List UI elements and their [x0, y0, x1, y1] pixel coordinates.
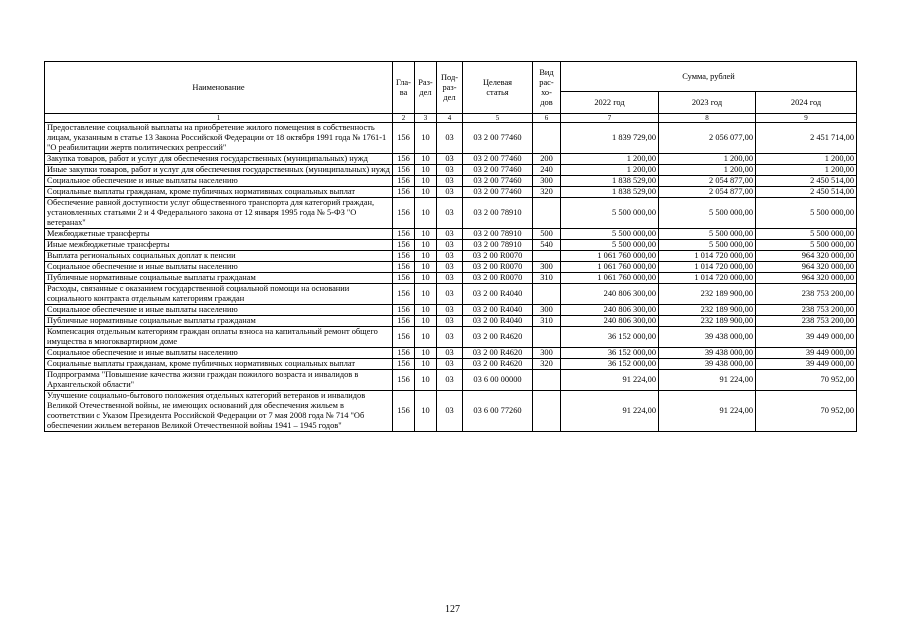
row-article: 03 2 00 R0070 [463, 262, 533, 273]
row-2023: 5 500 000,00 [659, 229, 756, 240]
row-podrazdel: 03 [437, 262, 463, 273]
row-2023: 1 200,00 [659, 154, 756, 165]
column-number-row [45, 114, 857, 123]
table-row [45, 359, 857, 370]
row-razdel: 10 [415, 187, 437, 198]
row-vid: 310 [533, 273, 561, 284]
row-2022: 5 500 000,00 [561, 240, 659, 251]
table-row [45, 305, 857, 316]
header-2022: 2022 год [561, 92, 659, 114]
row-name: Иные межбюджетные трансферты [45, 240, 393, 251]
header-razdel: Раз- дел [415, 62, 437, 114]
row-2024: 1 200,00 [756, 154, 857, 165]
row-2022: 240 806 300,00 [561, 284, 659, 305]
row-2024: 70 952,00 [756, 391, 857, 432]
row-article: 03 2 00 77460 [463, 176, 533, 187]
row-vid [533, 327, 561, 348]
row-2023: 1 200,00 [659, 165, 756, 176]
page-number: 127 [445, 604, 460, 615]
row-2023: 39 438 000,00 [659, 327, 756, 348]
row-glava: 156 [393, 348, 415, 359]
row-name: Подпрограмма "Повышение качества жизни граждан пожилого возраста и инвалидов в Архангельской области" [45, 370, 393, 391]
table-row [45, 165, 857, 176]
row-vid: 320 [533, 359, 561, 370]
column-number: 9 [756, 114, 857, 123]
row-vid [533, 391, 561, 432]
row-podrazdel: 03 [437, 229, 463, 240]
row-razdel: 10 [415, 284, 437, 305]
row-name: Социальное обеспечение и иные выплаты населению [45, 262, 393, 273]
row-vid: 240 [533, 165, 561, 176]
table-row [45, 370, 857, 391]
row-article: 03 2 00 77460 [463, 165, 533, 176]
row-name: Предоставление социальной выплаты на приобретение жилого помещения в собственность лицам, указанным в статье 13 Закона Российской Федерации от 18 октября 1991 года № 1761-1 "О реабилитации жертв политических репрессий" [45, 123, 393, 154]
row-2022: 1 839 729,00 [561, 123, 659, 154]
row-razdel: 10 [415, 154, 437, 165]
row-vid: 300 [533, 305, 561, 316]
header-glava: Гла- ва [393, 62, 415, 114]
row-article: 03 2 00 77460 [463, 123, 533, 154]
column-number: 1 [45, 114, 393, 123]
row-glava: 156 [393, 284, 415, 305]
row-2022: 5 500 000,00 [561, 229, 659, 240]
row-razdel: 10 [415, 198, 437, 229]
row-2023: 232 189 900,00 [659, 305, 756, 316]
row-2024: 2 450 514,00 [756, 176, 857, 187]
row-glava: 156 [393, 154, 415, 165]
row-2024: 964 320 000,00 [756, 273, 857, 284]
row-article: 03 2 00 78910 [463, 240, 533, 251]
row-article: 03 2 00 R4620 [463, 359, 533, 370]
row-name: Межбюджетные трансферты [45, 229, 393, 240]
row-vid: 310 [533, 316, 561, 327]
row-razdel: 10 [415, 123, 437, 154]
row-razdel: 10 [415, 229, 437, 240]
row-razdel: 10 [415, 262, 437, 273]
row-podrazdel: 03 [437, 187, 463, 198]
row-2022: 36 152 000,00 [561, 348, 659, 359]
row-name: Расходы, связанные с оказанием государственной социальной помощи на основании социального контракта отдельным категориям граждан [45, 284, 393, 305]
row-2022: 36 152 000,00 [561, 327, 659, 348]
row-podrazdel: 03 [437, 251, 463, 262]
row-vid [533, 251, 561, 262]
row-razdel: 10 [415, 316, 437, 327]
row-2023: 2 054 877,00 [659, 187, 756, 198]
row-glava: 156 [393, 240, 415, 251]
row-razdel: 10 [415, 176, 437, 187]
row-2024: 39 449 000,00 [756, 327, 857, 348]
row-vid: 200 [533, 154, 561, 165]
table-row [45, 229, 857, 240]
column-number: 6 [533, 114, 561, 123]
row-vid: 500 [533, 229, 561, 240]
row-name: Социальные выплаты гражданам, кроме публичных нормативных социальных выплат [45, 359, 393, 370]
row-2024: 238 753 200,00 [756, 305, 857, 316]
row-glava: 156 [393, 176, 415, 187]
row-name: Улучшение социально-бытового положения отдельных категорий ветеранов и инвалидов Великой Отечественной войны, не имеющих оснований для обеспечения жильем в соответствии с Указом Президента Российской Федерации от 7 мая 2008 года № 714 "Об обеспечении жильем ветеранов Великой Отечественной войны 1941 – 1945 годов" [45, 391, 393, 432]
row-glava: 156 [393, 273, 415, 284]
row-podrazdel: 03 [437, 240, 463, 251]
row-2024: 70 952,00 [756, 370, 857, 391]
row-article: 03 2 00 77460 [463, 187, 533, 198]
row-2022: 1 838 529,00 [561, 187, 659, 198]
row-2022: 91 224,00 [561, 370, 659, 391]
row-name: Обеспечение равной доступности услуг общественного транспорта для категорий граждан, установленных статьями 2 и 4 Федерального закона от 12 января 1995 года № 5-ФЗ "О ветеранах" [45, 198, 393, 229]
row-glava: 156 [393, 123, 415, 154]
row-podrazdel: 03 [437, 359, 463, 370]
row-razdel: 10 [415, 370, 437, 391]
row-2022: 1 200,00 [561, 165, 659, 176]
row-2022: 1 061 760 000,00 [561, 273, 659, 284]
column-number: 2 [393, 114, 415, 123]
row-2022: 240 806 300,00 [561, 305, 659, 316]
budget-table [44, 61, 857, 432]
row-2023: 5 500 000,00 [659, 198, 756, 229]
row-vid [533, 198, 561, 229]
row-2023: 91 224,00 [659, 391, 756, 432]
table-row [45, 348, 857, 359]
row-2024: 39 449 000,00 [756, 348, 857, 359]
row-2022: 240 806 300,00 [561, 316, 659, 327]
row-podrazdel: 03 [437, 391, 463, 432]
header-sum: Сумма, рублей [561, 62, 857, 92]
row-2023: 5 500 000,00 [659, 240, 756, 251]
row-glava: 156 [393, 370, 415, 391]
row-glava: 156 [393, 187, 415, 198]
row-vid: 300 [533, 262, 561, 273]
column-number: 5 [463, 114, 533, 123]
row-glava: 156 [393, 165, 415, 176]
row-glava: 156 [393, 327, 415, 348]
row-2023: 39 438 000,00 [659, 359, 756, 370]
row-name: Выплата региональных социальных доплат к пенсии [45, 251, 393, 262]
row-name: Иные закупки товаров, работ и услуг для обеспечения государственных (муниципальных) нужд [45, 165, 393, 176]
row-2024: 238 753 200,00 [756, 316, 857, 327]
row-article: 03 2 00 R4040 [463, 316, 533, 327]
row-name: Закупка товаров, работ и услуг для обеспечения государственных (муниципальных) нужд [45, 154, 393, 165]
row-podrazdel: 03 [437, 348, 463, 359]
budget-table-sheet [44, 61, 856, 432]
column-number: 4 [437, 114, 463, 123]
row-podrazdel: 03 [437, 305, 463, 316]
column-number: 3 [415, 114, 437, 123]
table-row [45, 327, 857, 348]
row-article: 03 2 00 R4620 [463, 348, 533, 359]
row-name: Социальное обеспечение и иные выплаты населению [45, 348, 393, 359]
row-razdel: 10 [415, 359, 437, 370]
row-vid [533, 284, 561, 305]
row-article: 03 2 00 R0070 [463, 251, 533, 262]
header-2023: 2023 год [659, 92, 756, 114]
row-article: 03 2 00 R4620 [463, 327, 533, 348]
row-glava: 156 [393, 251, 415, 262]
row-2023: 2 054 877,00 [659, 176, 756, 187]
row-2024: 238 753 200,00 [756, 284, 857, 305]
row-glava: 156 [393, 198, 415, 229]
row-podrazdel: 03 [437, 316, 463, 327]
row-vid: 300 [533, 348, 561, 359]
row-name: Социальное обеспечение и иные выплаты населению [45, 305, 393, 316]
row-2023: 2 056 077,00 [659, 123, 756, 154]
row-article: 03 2 00 78910 [463, 229, 533, 240]
row-article: 03 2 00 77460 [463, 154, 533, 165]
row-2024: 5 500 000,00 [756, 240, 857, 251]
row-2023: 232 189 900,00 [659, 316, 756, 327]
row-razdel: 10 [415, 391, 437, 432]
row-razdel: 10 [415, 348, 437, 359]
row-razdel: 10 [415, 273, 437, 284]
row-vid: 300 [533, 176, 561, 187]
row-2023: 1 014 720 000,00 [659, 251, 756, 262]
row-article: 03 2 00 R0070 [463, 273, 533, 284]
row-2024: 2 451 714,00 [756, 123, 857, 154]
row-article: 03 2 00 R4040 [463, 284, 533, 305]
row-vid [533, 123, 561, 154]
row-2024: 5 500 000,00 [756, 198, 857, 229]
row-2022: 1 061 760 000,00 [561, 262, 659, 273]
table-row [45, 316, 857, 327]
row-2024: 1 200,00 [756, 165, 857, 176]
row-glava: 156 [393, 316, 415, 327]
row-name: Публичные нормативные социальные выплаты гражданам [45, 273, 393, 284]
row-podrazdel: 03 [437, 370, 463, 391]
row-2023: 39 438 000,00 [659, 348, 756, 359]
row-podrazdel: 03 [437, 327, 463, 348]
table-row [45, 262, 857, 273]
table-row [45, 187, 857, 198]
row-article: 03 2 00 R4040 [463, 305, 533, 316]
row-2023: 91 224,00 [659, 370, 756, 391]
row-2022: 1 061 760 000,00 [561, 251, 659, 262]
table-row [45, 391, 857, 432]
row-2024: 39 449 000,00 [756, 359, 857, 370]
row-glava: 156 [393, 305, 415, 316]
column-number: 8 [659, 114, 756, 123]
row-razdel: 10 [415, 240, 437, 251]
header-podrazdel: Под- раз- дел [437, 62, 463, 114]
row-vid: 540 [533, 240, 561, 251]
table-row [45, 251, 857, 262]
header-vid: Вид рас- хо- дов [533, 62, 561, 114]
row-2022: 5 500 000,00 [561, 198, 659, 229]
row-vid: 320 [533, 187, 561, 198]
row-podrazdel: 03 [437, 123, 463, 154]
table-row [45, 240, 857, 251]
row-podrazdel: 03 [437, 165, 463, 176]
row-2022: 1 838 529,00 [561, 176, 659, 187]
table-row [45, 284, 857, 305]
row-2022: 36 152 000,00 [561, 359, 659, 370]
row-2024: 964 320 000,00 [756, 251, 857, 262]
header-name: Наименование [45, 62, 393, 114]
header-2024: 2024 год [756, 92, 857, 114]
row-2022: 91 224,00 [561, 391, 659, 432]
row-article: 03 6 00 77260 [463, 391, 533, 432]
row-podrazdel: 03 [437, 273, 463, 284]
row-2023: 232 189 900,00 [659, 284, 756, 305]
row-glava: 156 [393, 391, 415, 432]
row-glava: 156 [393, 229, 415, 240]
row-podrazdel: 03 [437, 176, 463, 187]
row-2022: 1 200,00 [561, 154, 659, 165]
row-name: Социальное обеспечение и иные выплаты населению [45, 176, 393, 187]
header-article: Целевая статья [463, 62, 533, 114]
table-body [45, 123, 857, 432]
table-row [45, 273, 857, 284]
row-razdel: 10 [415, 305, 437, 316]
table-row [45, 176, 857, 187]
row-razdel: 10 [415, 251, 437, 262]
row-article: 03 6 00 00000 [463, 370, 533, 391]
row-article: 03 2 00 78910 [463, 198, 533, 229]
row-glava: 156 [393, 262, 415, 273]
row-podrazdel: 03 [437, 198, 463, 229]
row-name: Социальные выплаты гражданам, кроме публичных нормативных социальных выплат [45, 187, 393, 198]
row-2024: 2 450 514,00 [756, 187, 857, 198]
row-razdel: 10 [415, 165, 437, 176]
table-row [45, 198, 857, 229]
row-name: Публичные нормативные социальные выплаты гражданам [45, 316, 393, 327]
row-2023: 1 014 720 000,00 [659, 262, 756, 273]
row-vid [533, 370, 561, 391]
row-2024: 5 500 000,00 [756, 229, 857, 240]
column-number: 7 [561, 114, 659, 123]
row-2023: 1 014 720 000,00 [659, 273, 756, 284]
row-name: Компенсация отдельным категориям граждан оплаты взноса на капитальный ремонт общего имущества в многоквартирном доме [45, 327, 393, 348]
row-podrazdel: 03 [437, 154, 463, 165]
row-podrazdel: 03 [437, 284, 463, 305]
table-row [45, 123, 857, 154]
table-row [45, 154, 857, 165]
row-glava: 156 [393, 359, 415, 370]
row-2024: 964 320 000,00 [756, 262, 857, 273]
row-razdel: 10 [415, 327, 437, 348]
